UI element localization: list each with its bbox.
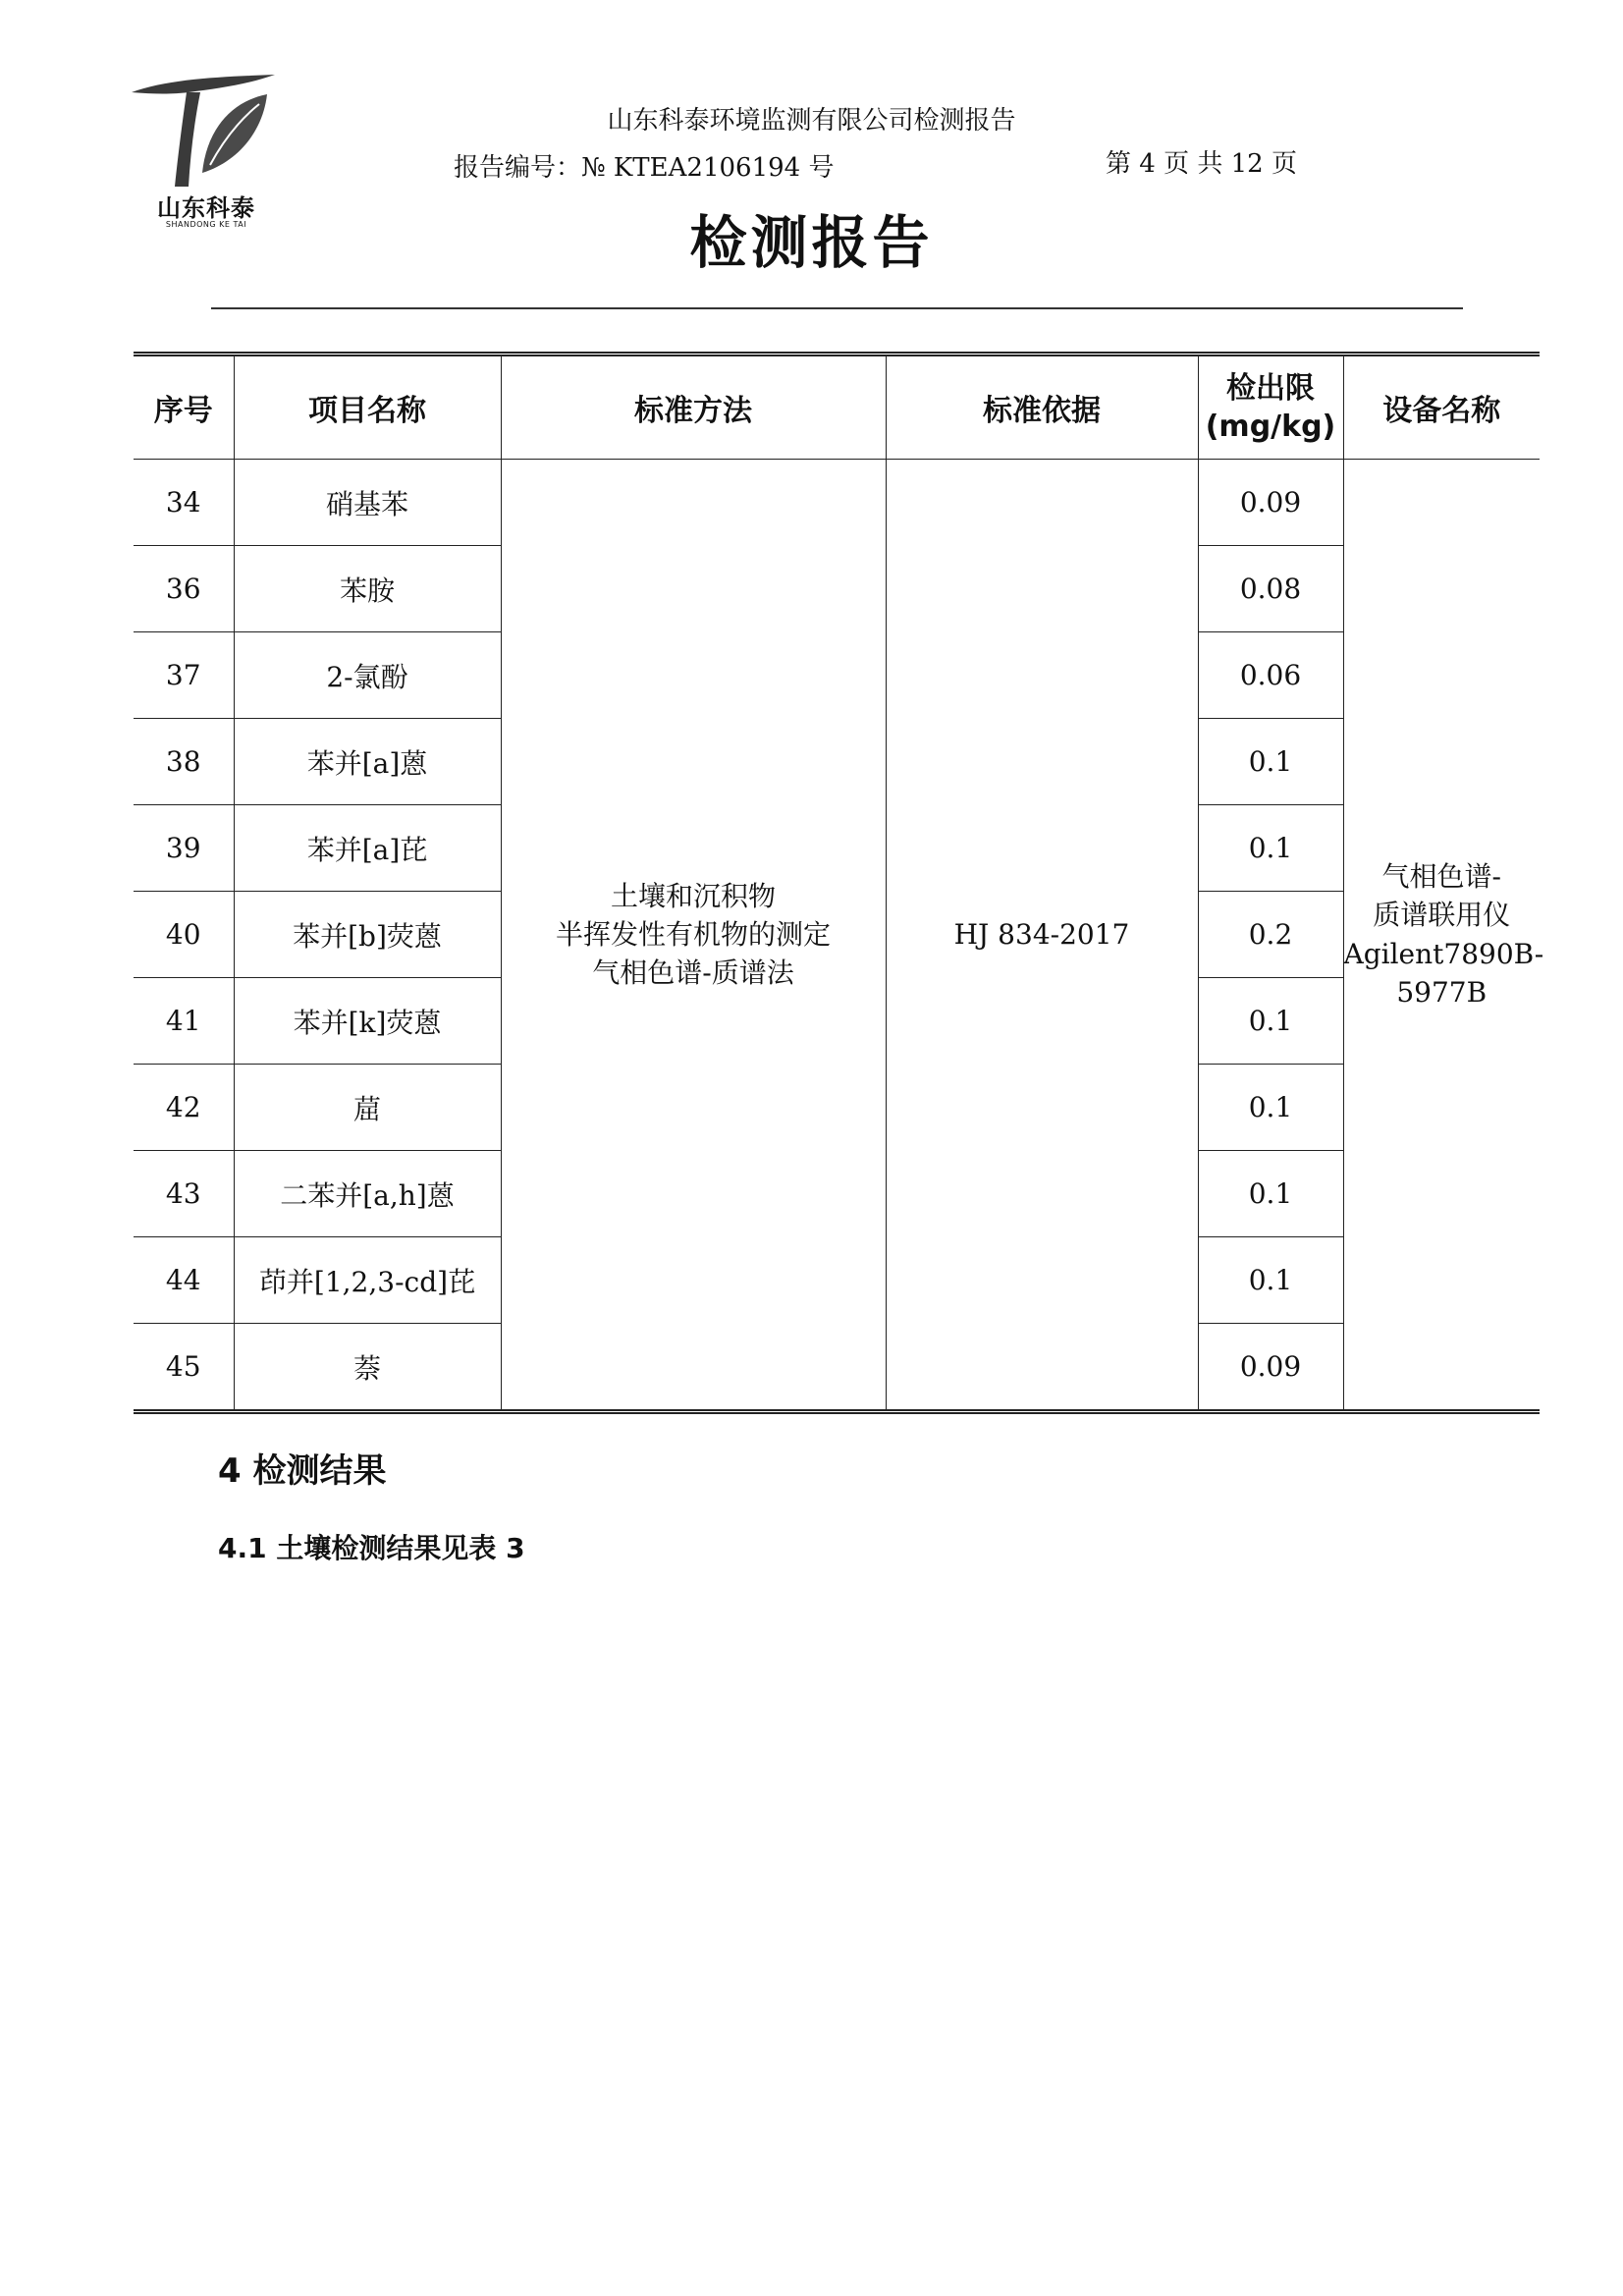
row-item: 苯并[a]芘 [234,805,501,892]
row-limit: 0.06 [1198,632,1343,719]
row-limit: 0.1 [1198,1065,1343,1151]
equipment-cell [1343,460,1544,1412]
method-line: 土壤和沉积物 [610,879,776,912]
header-method: 标准方法 [501,355,886,460]
row-seq: 39 [134,805,234,892]
row-seq: 43 [134,1151,234,1237]
row-item: 䓛 [234,1065,501,1151]
row-item: 苯胺 [234,546,501,632]
row-item: 2-氯酚 [234,632,501,719]
header-equipment: 设备名称 [1343,355,1540,460]
row-seq: 40 [134,892,234,978]
row-item: 苯并[a]蒽 [234,719,501,805]
header-limit-line1: 检出限 [1226,371,1315,406]
row-limit: 0.09 [1198,460,1343,546]
row-seq: 41 [134,978,234,1065]
report-number-value: № KTEA2106194 号 [581,153,835,183]
header-seq: 序号 [134,355,234,460]
row-limit: 0.2 [1198,892,1343,978]
company-report-line: 山东科泰环境监测有限公司检测报告 [607,106,1016,136]
row-item: 苯并[k]荧蒽 [234,978,501,1065]
detection-method-table [134,352,1544,1414]
equipment-line: 气相色谱- [1381,860,1501,894]
row-limit: 0.1 [1198,1237,1343,1324]
row-seq: 44 [134,1237,234,1324]
row-limit: 0.09 [1198,1324,1343,1412]
page-title: 检测报告 [689,209,934,276]
equipment-line: 5977B [1396,975,1488,1009]
row-seq: 34 [134,460,234,546]
equipment-line: Agilent7890B- [1343,937,1544,970]
header-limit-line2: (mg/kg) [1205,410,1336,444]
row-seq: 36 [134,546,234,632]
header-limit [1198,355,1343,460]
report-number-label: 报告编号： [454,153,582,183]
section-heading: 4 检测结果 [218,1451,387,1491]
table-row [134,460,1540,546]
row-limit: 0.08 [1198,546,1343,632]
report-number [454,147,834,184]
row-item: 硝基苯 [234,460,501,546]
standard-basis-cell: HJ 834-2017 [886,460,1198,1412]
row-limit: 0.1 [1198,1151,1343,1237]
section-subheading: 4.1 土壤检测结果见表 3 [218,1532,525,1564]
header-divider [211,307,1463,309]
method-line: 半挥发性有机物的测定 [555,917,831,951]
page-info: 第 4 页 共 12 页 [1106,149,1297,179]
row-seq: 37 [134,632,234,719]
standard-method-cell [501,460,886,1412]
row-limit: 0.1 [1198,978,1343,1065]
row-seq: 42 [134,1065,234,1151]
table-header-row [134,355,1540,460]
logo-chinese-name: 山东科泰 [157,194,255,222]
logo-english-name: SHANDONG KE TAI [165,220,247,229]
header-basis: 标准依据 [886,355,1198,460]
row-item: 茚并[1,2,3-cd]芘 [234,1237,501,1324]
row-item: 二苯并[a,h]蒽 [234,1151,501,1237]
row-seq: 45 [134,1324,234,1412]
row-limit: 0.1 [1198,805,1343,892]
row-limit: 0.1 [1198,719,1343,805]
row-item: 苯并[b]荧蒽 [234,892,501,978]
header-item: 项目名称 [234,355,501,460]
row-seq: 38 [134,719,234,805]
equipment-line: 质谱联用仪 [1373,899,1511,932]
row-item: 萘 [234,1324,501,1412]
method-line: 气相色谱-质谱法 [592,957,794,990]
